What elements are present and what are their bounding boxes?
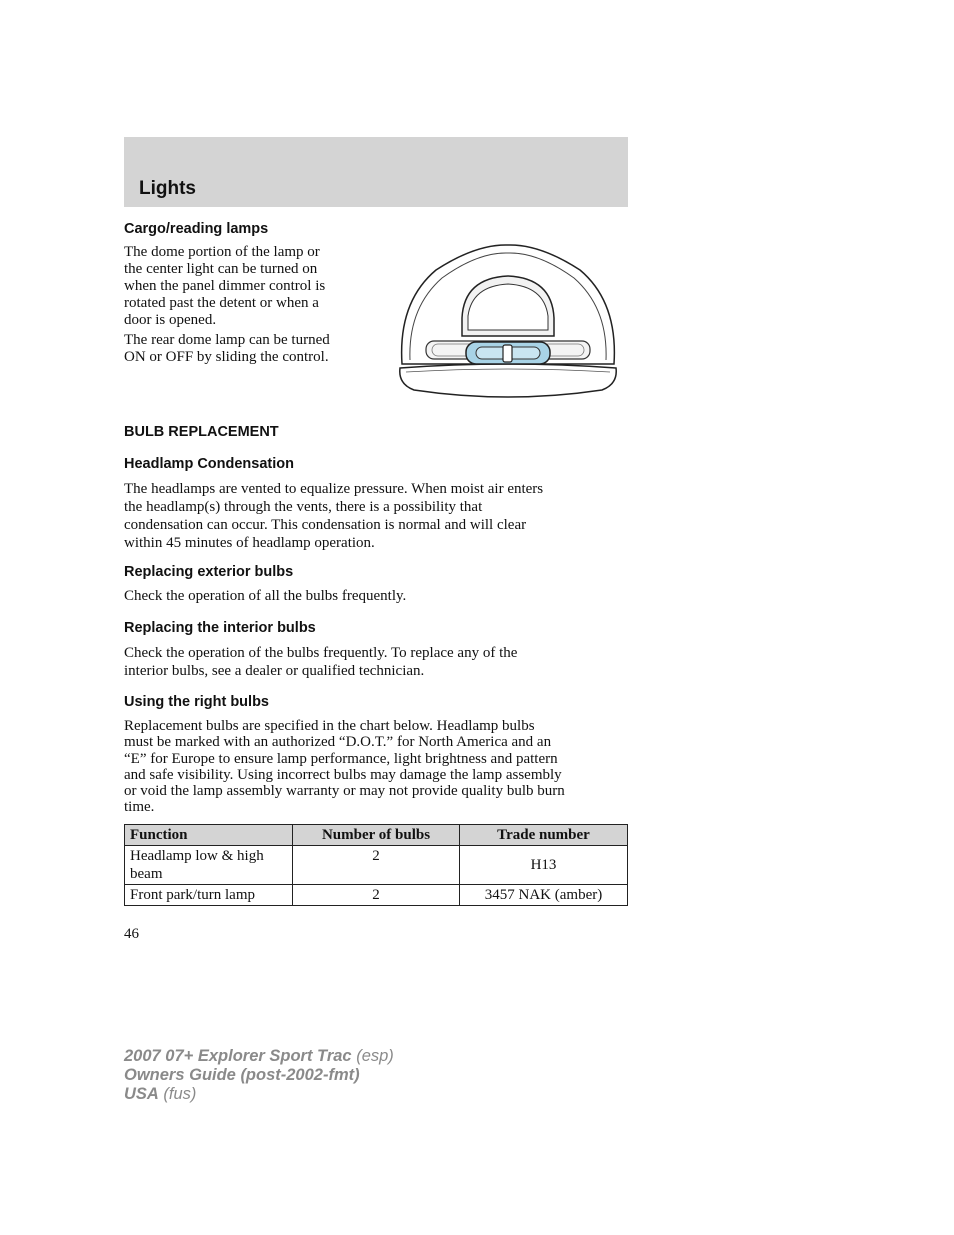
- text-line: The rear dome lamp can be turned: [124, 332, 330, 348]
- footer-guide: Owners Guide (post-2002-fmt): [124, 1066, 360, 1084]
- footer-model-code: (esp): [351, 1047, 394, 1065]
- text-line: the headlamp(s) through the vents, there is a possibility that: [124, 499, 483, 515]
- bulb-replacement-heading: BULB REPLACEMENT: [124, 424, 279, 440]
- text-line: Front park/turn lamp: [130, 887, 255, 903]
- text-line: must be marked with an authorized “D.O.T.” for North America and an: [124, 734, 552, 751]
- cargo-lamps-heading: Cargo/reading lamps: [124, 221, 269, 237]
- text-line: time.: [124, 799, 155, 816]
- text-line: within 45 minutes of headlamp operation.: [124, 535, 375, 551]
- footer-model: 2007 07+ Explorer Sport Trac: [124, 1047, 352, 1065]
- column-header-number-of-bulbs: Number of bulbs: [293, 825, 460, 846]
- text-line: condensation can occur. This condensation is normal and will clear: [124, 517, 527, 533]
- cell-function: [125, 846, 293, 885]
- text-line: “E” for Europe to ensure lamp performance, light brightness and pattern: [124, 750, 558, 767]
- cell-function: [125, 885, 293, 906]
- text-line: ON or OFF by sliding the control.: [124, 349, 329, 365]
- text-line: The headlamps are vented to equalize pressure. When moist air enters: [124, 481, 544, 497]
- text-line: beam: [130, 866, 163, 882]
- dome-lamp-illustration: [396, 242, 620, 402]
- document-footer: [124, 1047, 394, 1104]
- text-line: and safe visibility. Using incorrect bulbs may damage the lamp assembly: [124, 766, 562, 783]
- text-line: The dome portion of the lamp or: [124, 244, 320, 260]
- exterior-bulbs-paragraph: [124, 588, 406, 605]
- right-bulbs-heading: Using the right bulbs: [124, 694, 269, 710]
- cell-count: 2: [293, 885, 460, 906]
- cargo-lamps-paragraph-1: [124, 244, 374, 329]
- headlamp-condensation-heading: Headlamp Condensation: [124, 456, 294, 472]
- column-header-trade-number: Trade number: [460, 825, 628, 846]
- cargo-lamps-paragraph-2: [124, 332, 374, 366]
- table-header-row: [125, 825, 628, 846]
- footer-line-1: [124, 1047, 394, 1066]
- interior-bulbs-heading: Replacing the interior bulbs: [124, 620, 316, 636]
- footer-market-code: (fus): [158, 1085, 197, 1103]
- text-line: door is opened.: [124, 312, 217, 328]
- column-header-function: Function: [125, 825, 293, 846]
- text-line: when the panel dimmer control is: [124, 278, 326, 294]
- cell-count: 2: [293, 846, 460, 885]
- text-line: Check the operation of the bulbs frequently. To replace any of the: [124, 645, 518, 661]
- bulb-specification-table: [124, 824, 628, 906]
- text-line: Headlamp low & high: [130, 848, 264, 864]
- footer-market: USA: [124, 1085, 159, 1103]
- table-row: [125, 885, 628, 906]
- text-line: rotated past the detent or when a: [124, 295, 319, 311]
- footer-line-3: [124, 1085, 394, 1104]
- section-header-band: [124, 137, 628, 207]
- text-line: or void the lamp assembly warranty or may not provide quality bulb burn: [124, 783, 565, 800]
- cell-trade-number: 3457 NAK (amber): [460, 885, 628, 906]
- text-line: interior bulbs, see a dealer or qualified technician.: [124, 663, 425, 679]
- interior-bulbs-paragraph: [124, 644, 517, 680]
- footer-line-2: [124, 1066, 394, 1085]
- cell-trade-number: H13: [460, 846, 628, 885]
- text-line: the center light can be turned on: [124, 261, 318, 277]
- right-bulbs-paragraph: [124, 718, 565, 816]
- exterior-bulbs-heading: Replacing exterior bulbs: [124, 564, 294, 580]
- page-number: 46: [124, 926, 139, 942]
- table-row: [125, 846, 628, 885]
- headlamp-condensation-paragraph: [124, 480, 543, 552]
- text-line: Replacement bulbs are specified in the chart below. Headlamp bulbs: [124, 718, 535, 734]
- section-title: Lights: [139, 178, 196, 199]
- text-line: Check the operation of all the bulbs frequently.: [124, 588, 407, 604]
